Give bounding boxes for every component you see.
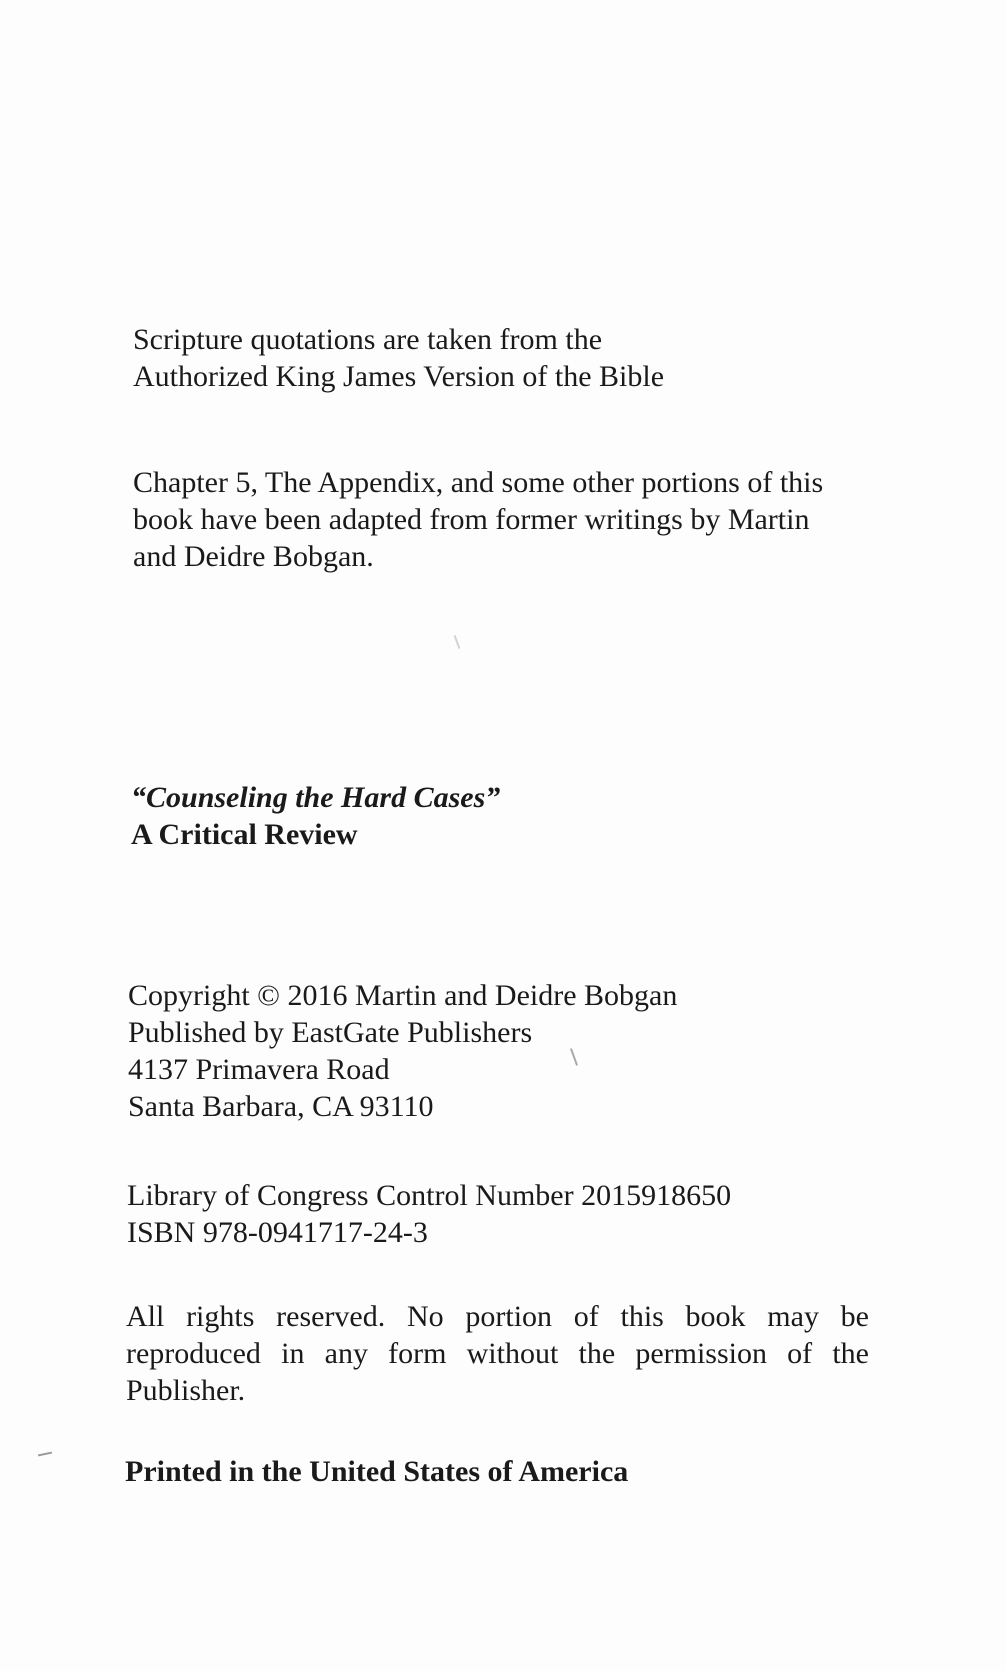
rights-line-3: Publisher. — [126, 1374, 246, 1407]
adapted-line-1: Chapter 5, The Appendix, and some other portions of this — [133, 466, 824, 499]
isbn: ISBN 978-0941717-24-3 — [127, 1216, 428, 1249]
catalog-identifiers — [127, 1177, 887, 1251]
publisher-line: Published by EastGate Publishers — [128, 1016, 533, 1049]
book-title — [131, 779, 891, 853]
adapted-line-3: and Deidre Bobgan. — [133, 540, 374, 573]
rights-notice — [126, 1298, 869, 1409]
scripture-notice — [133, 321, 893, 395]
printed-in-notice — [125, 1453, 885, 1490]
scripture-line-2: Authorized King James Version of the Bible — [133, 360, 665, 393]
rights-line-2: reproduced in any form without the permission of the — [126, 1337, 869, 1370]
rights-line-1: All rights reserved. No portion of this book may be — [126, 1300, 869, 1333]
scan-speck — [454, 635, 461, 649]
scripture-line-1: Scripture quotations are taken from the — [133, 323, 603, 356]
copyright-info — [128, 977, 888, 1125]
address-city: Santa Barbara, CA 93110 — [128, 1090, 434, 1123]
book-title-subtitle: A Critical Review — [131, 818, 358, 851]
scan-speck — [38, 1452, 52, 1457]
adapted-line-2: book have been adapted from former writings by Martin — [133, 503, 810, 536]
address-street: 4137 Primavera Road — [128, 1053, 390, 1086]
copyright-line: Copyright © 2016 Martin and Deidre Bobgan — [128, 979, 678, 1012]
adaptation-notice — [133, 464, 893, 575]
printed-line: Printed in the United States of America — [125, 1455, 629, 1488]
loc-control-number: Library of Congress Control Number 2015918650 — [127, 1179, 732, 1212]
book-title-main: “Counseling the Hard Cases” — [131, 781, 501, 814]
